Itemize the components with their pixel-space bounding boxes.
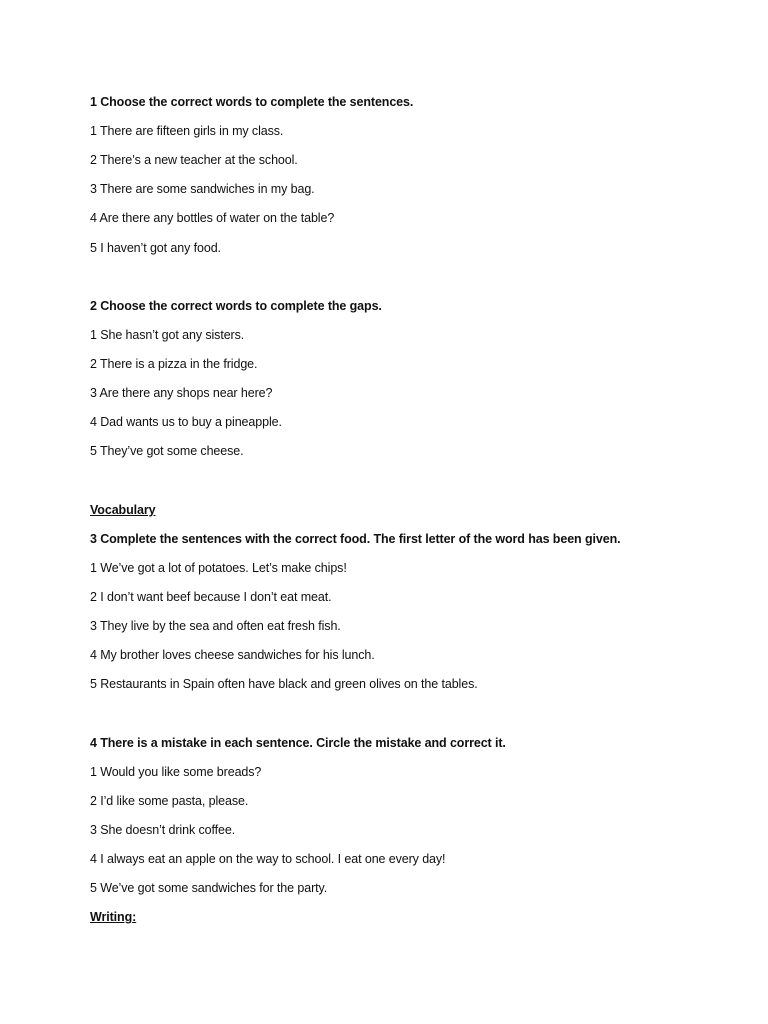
exercise-3-heading: 3 Complete the sentences with the correct food. The first letter of the word has been given.	[90, 532, 621, 546]
writing-title: Writing:	[90, 910, 137, 924]
exercise-2-item-5: 5 They’ve got some cheese.	[90, 444, 244, 458]
exercise-3-item-4: 4 My brother loves cheese sandwiches for his lunch.	[90, 648, 375, 662]
exercise-1-item-2: 2 There’s a new teacher at the school.	[90, 153, 298, 167]
exercise-1-item-5: 5 I haven’t got any food.	[90, 241, 221, 255]
exercise-1-item-3: 3 There are some sandwiches in my bag.	[90, 182, 315, 196]
exercise-2-item-4: 4 Dad wants us to buy a pineapple.	[90, 415, 282, 429]
vocabulary-title: Vocabulary	[90, 503, 156, 517]
exercise-1-item-4: 4 Are there any bottles of water on the table?	[90, 211, 335, 225]
exercise-3-item-1: 1 We’ve got a lot of potatoes. Let’s make chips!	[90, 561, 347, 575]
exercise-4-item-4: 4 I always eat an apple on the way to school. I eat one every day!	[90, 852, 446, 866]
exercise-4-item-3: 3 She doesn’t drink coffee.	[90, 823, 236, 837]
exercise-1-item-1: 1 There are fifteen girls in my class.	[90, 124, 284, 138]
exercise-3-item-2: 2 I don’t want beef because I don’t eat meat.	[90, 590, 332, 604]
exercise-4-heading: 4 There is a mistake in each sentence. Circle the mistake and correct it.	[90, 736, 506, 750]
exercise-3-item-5: 5 Restaurants in Spain often have black and green olives on the tables.	[90, 677, 478, 691]
exercise-3-item-3: 3 They live by the sea and often eat fresh fish.	[90, 619, 341, 633]
exercise-2-item-1: 1 She hasn’t got any sisters.	[90, 328, 245, 342]
exercise-2-item-3: 3 Are there any shops near here?	[90, 386, 273, 400]
exercise-2-item-2: 2 There is a pizza in the fridge.	[90, 357, 258, 371]
exercise-4-item-2: 2 I’d like some pasta, please.	[90, 794, 249, 808]
exercise-1-heading: 1 Choose the correct words to complete the sentences.	[90, 95, 414, 109]
exercise-4-item-5: 5 We’ve got some sandwiches for the party.	[90, 881, 328, 895]
exercise-4-item-1: 1 Would you like some breads?	[90, 765, 262, 779]
exercise-2-heading: 2 Choose the correct words to complete the gaps.	[90, 299, 382, 313]
